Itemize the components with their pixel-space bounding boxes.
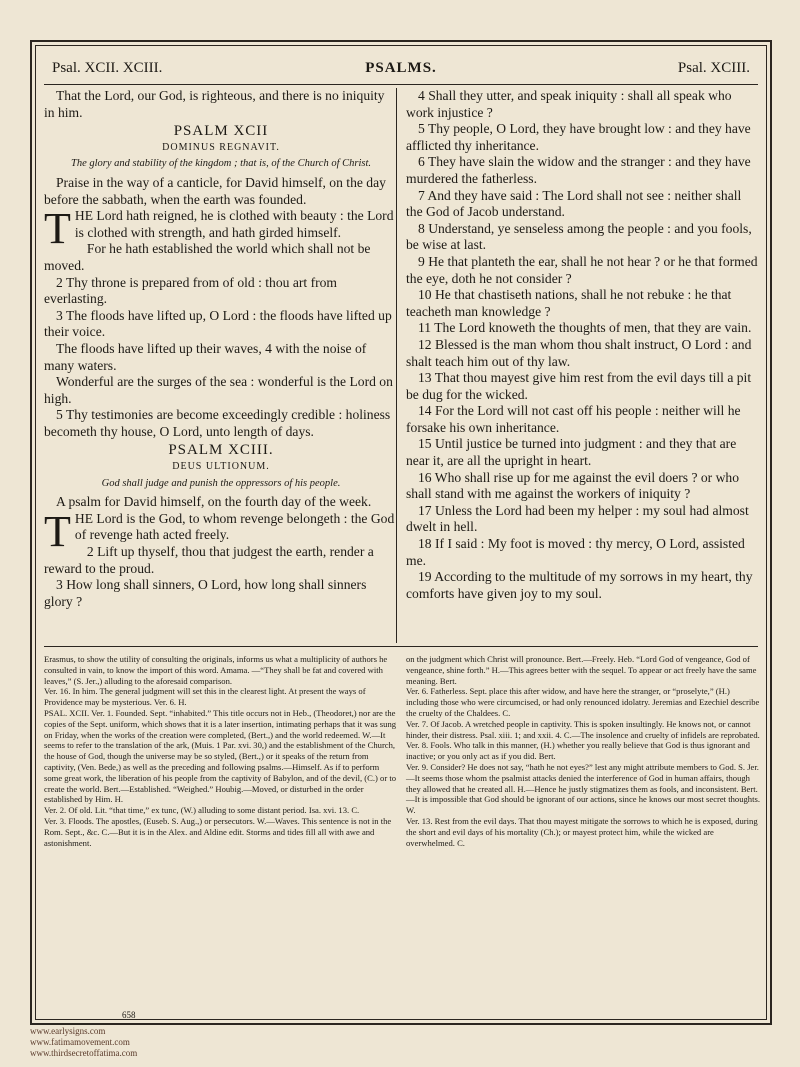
verse: 5 Thy people, O Lord, they have brought low : and they have afflicted thy inheritance.	[406, 121, 751, 153]
verse: 9 He that planteth the ear, shall he not hear ? or he that formed the eye, doth he not consider ?	[406, 253, 758, 286]
footer-url[interactable]: www.earlysigns.com	[30, 1026, 106, 1036]
verse: 3 The floods have lifted up, O Lord : the floods have lifted up their voice.	[44, 307, 392, 340]
verse: 2 Lift up thyself, thou that judgest the earth, render a reward to the proud.	[44, 544, 374, 576]
psalm-title: A psalm for David himself, on the fourth day of the week.	[56, 494, 372, 510]
verse: 11 The Lord knoweth the thoughts of men, that they are vain.	[418, 320, 752, 336]
verse: 6 They have slain the widow and the stranger : and they have murdered the fatherless.	[406, 154, 751, 186]
column-rule	[396, 88, 397, 643]
commentary-left: Erasmus, to show the utility of consulting the originals, informs us what a multiplicity of authors he consulted in vain, to know the import of this word. Amama. —“They shall be fat and covered with leaves,” (S. Jer.,) alluding to the aforesaid comparison. Ver. 16. In him. The general judgment will set this in the clearest light. At present the ways of Providence may be mysterious. Ver. 6. H. PSAL. XCII. Ver. 1. Founded. Sept. “inhabited.” This title occurs not in Heb., (Theodoret,) nor are the copies of the Sept. uniform, which shows that it is a later insertion, intimating perhaps that it was sung on Friday, when the works of the creation were completed, (Bert.,) and the world redeemed. W.—It seems to refer to the translation of the ark, (Muis. 1 Par. xvi. 30,) and the establishment of the Church, the house of God, though the universe may be so styled, (Bert.,) or it speaks of the return from captivity, (Ven. Bede,) as well as the preceding and following psalms.—Himself. As if to perform some great work, the liberation of his people from the captivity of Babylon, and of the devil, (C.) or to create the world. Bert.—Established. “Weighed.” Houbig.—Moved, or disturbed in the order established by Him. H. Ver. 2. Of old. Lit. “that time,” ex tunc, (W.) alluding to some distant period. Isa. xvi. 13. C. Ver. 3. Floods. The apostles, (Euseb. S. Aug.,) or persecutors. W.—Waves. This sentence is not in the Rom. Sept., &c. C.—But it is in the Alex. and Aldine edit. Storms and tides fill all with awe and astonishment.	[44, 654, 397, 848]
header-title: PSALMS.	[365, 60, 437, 76]
verse: 14 For the Lord will not cast off his people : neither will he forsake his own inheritance.	[406, 403, 741, 435]
running-header	[44, 54, 758, 85]
verse: 4 Shall they utter, and speak iniquity : shall all speak who work injustice ?	[406, 88, 732, 120]
verse: 5 Thy testimonies are become exceedingly credible : holiness becometh thy house, O Lord, unto length of days.	[44, 407, 391, 439]
verse: THE Lord hath reigned, he is clothed with beauty : the Lord is clothed with strength, and hath girded himself.	[44, 204, 394, 254]
verse: 17 Unless the Lord had been my helper : my soul had almost dwelt in hell.	[406, 502, 749, 535]
verse: 15 Until justice be turned into judgment : and they that are near it, are all the upright in heart.	[406, 436, 737, 469]
footer-urls	[30, 1026, 137, 1059]
verse: That the Lord, our God, is righteous, and there is no iniquity in him.	[44, 88, 385, 120]
verse: 19 According to the multitude of my sorrows in my heart, thy comforts have given joy to my soul.	[406, 569, 753, 601]
verse: 8 Understand, ye senseless among the people : and you fools, be wise at last.	[406, 220, 752, 253]
notes-rule	[44, 646, 758, 647]
verse: 16 Who shall rise up for me against the evil doers ? or who shall stand with me against the workers of iniquity ?	[406, 469, 740, 502]
verse: 3 How long shall sinners, O Lord, how long shall sinners glory ?	[44, 577, 367, 609]
psalm-incipit: DOMINUS REGNAVIT.	[162, 141, 280, 153]
psalm-title: Praise in the way of a canticle, for David himself, on the day before the sabbath, when the earth was founded.	[44, 174, 386, 207]
footer-url[interactable]: www.thirdsecretoffatima.com	[30, 1048, 138, 1058]
verse: For he hath established the world which shall not be moved.	[44, 241, 371, 273]
page-number: 658	[122, 1010, 136, 1020]
verse: 7 And they have said : The Lord shall not see : neither shall the God of Jacob understand.	[406, 187, 742, 220]
commentary-right: on the judgment which Christ will pronounce. Bert.—Freely. Heb. “Lord God of vengeance, God of vengeance, shine forth.” H.—This agrees better with the sequel. To appear or act freely have the same meaning. Bert. Ver. 6. Fatherless. Sept. place this after widow, and have here the stranger, or “proselyte,” (H.) including those who were circumcised, or had only renounced idolatry. Jeremias and Ezechiel describe the cruelty of the Chaldees. C. Ver. 7. Of Jacob. A wretched people in captivity. This is spoken insultingly. He knows not, or cannot hinder, their distress. Psal. xiii. 1; and xxii. 4. C.—The insolence and cruelty of infidels are reprobated. Ver. 8. Fools. Who talk in this manner, (H.) whether you really believe that God is thus ignorant and inactive; or you only act as if you did. Bert. Ver. 9. Consider? He does not say, “hath he not eyes?” lest any might attribute members to God. S. Jer.—It seems those whom the psalmist attacks denied the interference of God in human affairs, though they allowed that he created all. H.—Hence he justly stigmatizes them as fools, and inconsistent. Bert.—It is impossible that God should be ignorant of our actions, since he knows our most secret thoughts. W. Ver. 13. Rest from the evil days. That thou mayest mitigate the sorrows to which he is exposed, during the short and evil days of his mortality (Ch.); or mayest protect him, while the wicked are overwhelmed. C.	[406, 654, 760, 848]
right-column	[406, 88, 760, 602]
left-column	[44, 88, 398, 610]
drop-cap: T	[44, 506, 71, 556]
page-frame	[30, 40, 772, 1025]
psalm-heading: PSALM XCIII.	[168, 442, 274, 459]
verse: 13 That thou mayest give him rest from the evil days till a pit be dug for the wicked.	[406, 370, 752, 402]
verse: Wonderful are the surges of the sea : wonderful is the Lord on high.	[44, 374, 393, 406]
verse: The floods have lifted up their waves, 4 with the noise of many waters.	[44, 340, 367, 373]
psalm-argument: The glory and stability of the kingdom ; that is, of the Church of Christ.	[70, 158, 372, 170]
verse: 10 He that chastiseth nations, shall he not rebuke : he that teacheth man knowledge ?	[406, 287, 732, 319]
verse: 12 Blessed is the man whom thou shalt instruct, O Lord : and shalt teach him out of thy law.	[406, 336, 752, 369]
header-left: Psal. XCII. XCIII.	[52, 60, 163, 76]
verse: 18 If I said : My foot is moved : thy mercy, O Lord, assisted me.	[406, 536, 745, 568]
verse: 2 Thy throne is prepared from of old : thou art from everlasting.	[44, 274, 337, 307]
footer-url[interactable]: www.fatimamovement.com	[30, 1037, 130, 1047]
header-right: Psal. XCIII.	[677, 60, 750, 76]
psalm-heading: PSALM XCII	[173, 123, 269, 140]
drop-cap: T	[44, 204, 71, 254]
psalm-incipit: DEUS ULTIONUM.	[172, 461, 270, 473]
psalm-argument: God shall judge and punish the oppressors of his people.	[101, 477, 341, 489]
verse: THE Lord is the God, to whom revenge belongeth : the God of revenge hath acted freely.	[44, 506, 395, 556]
